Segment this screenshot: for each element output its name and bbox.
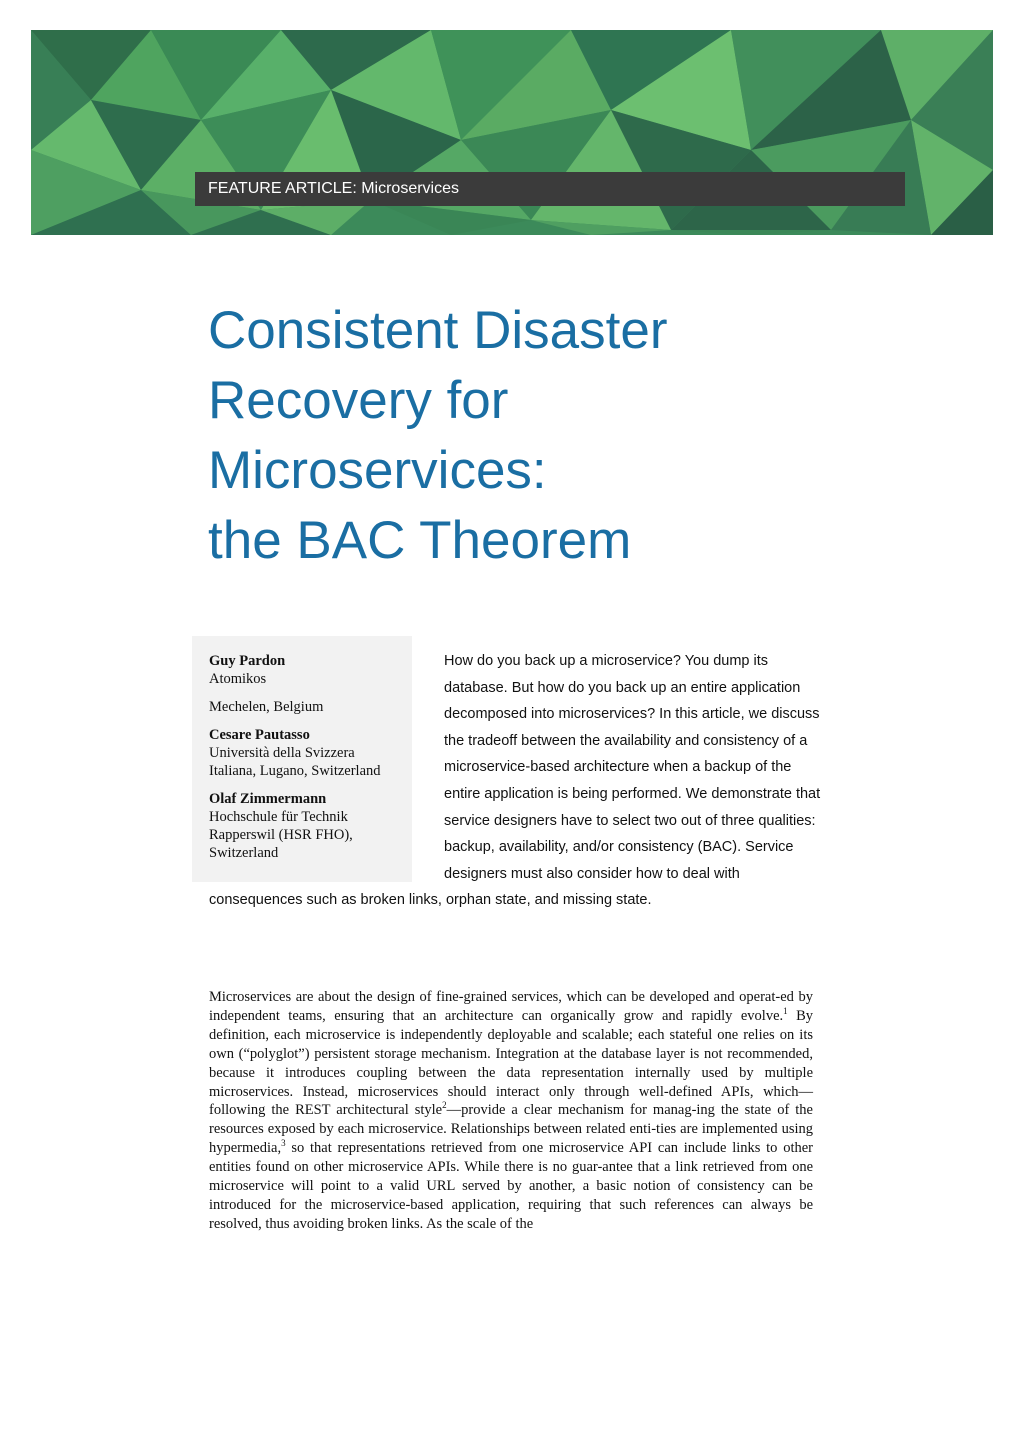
author-name: Guy Pardon bbox=[209, 653, 286, 669]
body-text-segment: Microservices are about the design of fine-grained services, which can be developed and operat-ed by independent teams, ensuring that an architecture can organically grow and rapidly evolve. bbox=[209, 989, 813, 1024]
body-text-segment: By definition, each microservice is independently deployable and scalable; each stateful one relies on its own (“polyglot”) persistent storage mechanism. Integration at the database layer is not recommended, because it introduces coupling between the data representation internally used by multiple microservices. Instead, microservices should interact only through well-defined APIs, which—following the REST architectural style bbox=[209, 1007, 814, 1119]
reference-marker: 2 bbox=[442, 1100, 447, 1111]
author-affiliation: Atomikos bbox=[209, 671, 267, 687]
author-affiliation: Hochschule für Technik bbox=[209, 809, 348, 825]
author-location: Mechelen, Belgium bbox=[209, 699, 324, 715]
feature-article-label: FEATURE ARTICLE: Microservices bbox=[195, 172, 905, 206]
title-line-3: Microservices: bbox=[208, 441, 547, 500]
body-text-segment: so that representations retrieved from one microservice API can include links to other entities found on other microservice APIs. While there is no guar-antee that a link retrieved from one microservice will point to a valid URL served by another, a basic notion of consistency can be introduced for the microservice-based application, requiring that such references can always be resolved, thus avoiding broken links. As the scale of the bbox=[209, 1140, 813, 1232]
title-line-1: Consistent Disaster bbox=[208, 301, 668, 360]
author-affiliation: Switzerland bbox=[209, 845, 279, 861]
reference-marker: 3 bbox=[281, 1138, 286, 1149]
title-line-2: Recovery for bbox=[208, 371, 509, 430]
abstract bbox=[209, 648, 829, 914]
author-affiliation: Università della Svizzera bbox=[209, 745, 355, 761]
reference-marker: 1 bbox=[783, 1006, 788, 1017]
author-name: Olaf Zimmermann bbox=[209, 791, 327, 807]
author-name: Cesare Pautasso bbox=[209, 727, 310, 743]
header-banner bbox=[31, 30, 993, 235]
title-line-4: the BAC Theorem bbox=[208, 511, 632, 570]
author-affiliation: Rapperswil (HSR FHO), bbox=[209, 827, 353, 843]
author-box-spacer bbox=[209, 648, 444, 882]
abstract-text: How do you back up a microservice? You dump its database. But how do you back up an entire application decomposed into microservices? In this article, we discuss the tradeoff between the availability and consistency of a microservice-based architecture when a backup of the entire application is being performed. We demonstrate that service designers have to select two out of three qualities: backup, availability, and/or consistency (BAC). Service designers must also consider how to deal with consequences such as broken links, orphan state, and missing state. bbox=[209, 653, 821, 909]
body-paragraph bbox=[209, 988, 813, 1234]
body-text-segment: —provide a clear mechanism for manag-ing the state of the resources exposed by each microservice. Relationships between related enti-ties are implemented using hypermedia, bbox=[209, 1102, 813, 1157]
author-affiliation: Italiana, Lugano, Switzerland bbox=[209, 763, 381, 779]
article-title bbox=[208, 296, 908, 576]
